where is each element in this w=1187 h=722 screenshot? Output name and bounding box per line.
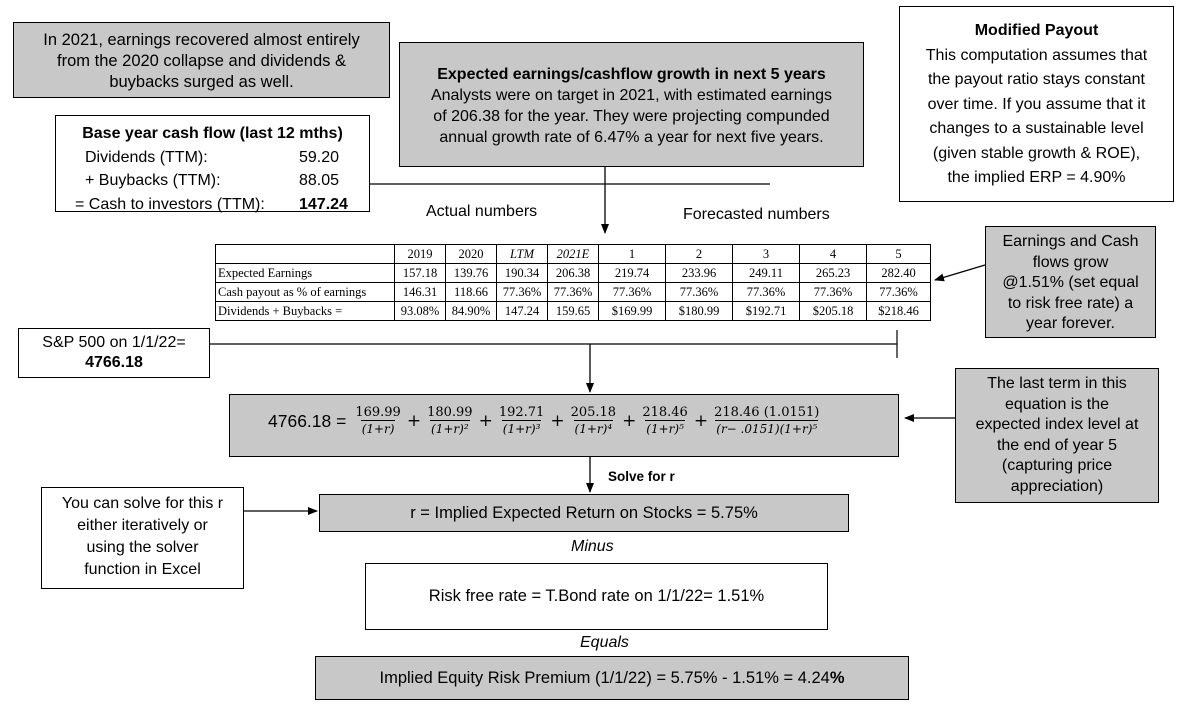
table-header-row <box>216 245 931 264</box>
table-header-cell: 2019 <box>395 245 446 264</box>
table-row-label: Expected Earnings <box>216 264 395 283</box>
growth-box-line: of 206.38 for the year. They were projecting compunded <box>433 108 830 125</box>
table-row <box>216 283 931 302</box>
table-cell: 159.65 <box>548 302 599 321</box>
growth-note-line: to risk free rate) a <box>1007 294 1134 312</box>
table-cell: 190.34 <box>497 264 548 283</box>
growth-box-title: Expected earnings/cashflow growth in next 5 years <box>437 66 826 83</box>
minus-label: Minus <box>571 538 614 555</box>
base-cash-flow-row <box>56 146 369 170</box>
growth-expectations-box <box>399 42 864 167</box>
solver-note-line: either iteratively or <box>77 517 208 534</box>
equation-term <box>426 405 474 437</box>
plus-sign: + <box>550 411 565 431</box>
recovery-note-line: from the 2020 collapse and dividends & <box>57 52 346 70</box>
base-cash-flow-row <box>56 193 369 217</box>
equation-term <box>498 405 546 437</box>
plus-sign: + <box>693 411 709 431</box>
last-term-line: The last term in this <box>987 375 1127 392</box>
table-cell: $205.18 <box>800 302 867 321</box>
table-cell: 93.08% <box>395 302 446 321</box>
table-header-cell: 2 <box>666 245 733 264</box>
table-corner-cell <box>216 245 395 264</box>
table-cell: 282.40 <box>867 264 931 283</box>
table-header-cell: LTM <box>497 245 548 264</box>
term-denominator: (1+r) <box>361 422 395 436</box>
table-cell: 146.31 <box>395 283 446 302</box>
term-denominator: (r− .0151)(1+r)⁵ <box>716 422 818 436</box>
table-cell: 147.24 <box>497 302 548 321</box>
cash-to-investors-value: 147.24 <box>299 195 348 213</box>
growth-box-line: Analysts were on target in 2021, with estimated earnings <box>430 87 833 104</box>
term-denominator: (1+r)³ <box>502 422 541 436</box>
table-cell: $192.71 <box>733 302 800 321</box>
table-cell: 219.74 <box>599 264 666 283</box>
equals-label: Equals <box>580 634 629 651</box>
table-row <box>216 264 931 283</box>
table-cell: 206.38 <box>548 264 599 283</box>
equation-term <box>570 405 618 437</box>
implied-return-box: r = Implied Expected Return on Stocks = 5.75% <box>319 494 849 532</box>
growth-note-arrow <box>935 265 985 280</box>
solver-note-line: using the solver <box>86 539 199 556</box>
table-header-cell: 4 <box>800 245 867 264</box>
equation-term <box>354 405 402 437</box>
solver-note-line: function in Excel <box>84 561 201 578</box>
table-header-cell: 1 <box>599 245 666 264</box>
term-numerator: 218.46 (1.0151) <box>714 405 820 420</box>
modified-payout-line: over time. If you assume that it <box>927 95 1146 113</box>
term-numerator: 218.46 <box>642 405 688 420</box>
growth-note-line: year forever. <box>1026 315 1115 332</box>
table-cell: $180.99 <box>666 302 733 321</box>
solver-note <box>41 487 244 589</box>
table-cell: 77.36% <box>867 283 931 302</box>
last-term-line: (capturing price <box>1001 457 1113 474</box>
table-cell: 118.66 <box>446 283 497 302</box>
table-cell: 265.23 <box>800 264 867 283</box>
modified-payout-line: the implied ERP = 4.90% <box>947 169 1126 186</box>
table-row <box>216 302 931 321</box>
last-term-note <box>955 368 1159 503</box>
term-numerator: 205.18 <box>570 405 617 420</box>
modified-payout-line: This computation assumes that <box>925 46 1148 64</box>
recovery-note-line: In 2021, earnings recovered almost entirely <box>43 31 360 49</box>
term-numerator: 169.99 <box>355 405 401 420</box>
plus-sign: + <box>622 411 637 431</box>
last-term-line: expected index level at <box>975 416 1139 433</box>
table-cell: 249.11 <box>733 264 800 283</box>
growth-note-line: Earnings and Cash <box>1002 233 1139 250</box>
table-row-label: Dividends + Buybacks = <box>216 302 395 321</box>
table-cell: 77.36% <box>599 283 666 302</box>
table-header-cell: 2020 <box>446 245 497 264</box>
valuation-equation <box>268 405 823 437</box>
recovery-note-line: buybacks surged as well. <box>109 73 294 91</box>
term-denominator: (1+r)⁵ <box>646 422 684 436</box>
table-cell: 77.36% <box>666 283 733 302</box>
modified-payout-line: (given stable growth & ROE), <box>932 144 1141 162</box>
base-cash-flow-box <box>55 115 370 212</box>
sp500-level-box <box>18 328 210 378</box>
table-cell: 233.96 <box>666 264 733 283</box>
modified-payout-title: Modified Payout <box>974 22 1099 39</box>
term-denominator: (1+r)² <box>431 422 469 436</box>
dividends-value: 59.20 <box>299 148 340 166</box>
implied-erp-text: Implied Equity Risk Premium (1/1/22) = 5.75% - 1.51% = 4.24 <box>379 669 830 687</box>
equation-lhs: 4766.18 = <box>268 410 347 431</box>
growth-note-line: flows grow <box>1032 253 1109 271</box>
sp500-label: S&P 500 on 1/1/22= <box>42 334 186 351</box>
table-cell: 157.18 <box>395 264 446 283</box>
modified-payout-line: the payout ratio stays constant <box>927 71 1145 88</box>
table-cell: 139.76 <box>446 264 497 283</box>
growth-box-line: annual growth rate of 6.47% a year for next five years. <box>439 129 824 146</box>
buybacks-label: + Buybacks (TTM): <box>85 172 221 189</box>
table-cell: 77.36% <box>800 283 867 302</box>
growth-note-line: @1.51% (set equal <box>1002 274 1139 291</box>
valuation-equation-box <box>229 394 899 457</box>
forecasted-numbers-label: Forecasted numbers <box>683 206 830 223</box>
last-term-line: appreciation) <box>1010 477 1104 495</box>
perpetual-growth-note <box>985 226 1156 338</box>
actual-numbers-label: Actual numbers <box>426 203 538 220</box>
recovery-note <box>13 22 390 98</box>
table-cell: 77.36% <box>497 283 548 302</box>
cash-flow-table <box>215 244 931 321</box>
table-cell: $218.46 <box>867 302 931 321</box>
term-denominator: (1+r)⁴ <box>574 422 613 436</box>
term-numerator: 180.99 <box>427 405 473 420</box>
cash-to-investors-label: = Cash to investors (TTM): <box>75 195 265 213</box>
last-term-line: the end of year 5 <box>996 436 1118 454</box>
plus-sign: + <box>406 411 422 431</box>
equation-term <box>641 405 689 437</box>
base-cash-flow-title: Base year cash flow (last 12 mths) <box>82 125 343 142</box>
dividends-label: Dividends (TTM): <box>85 148 208 166</box>
table-row-label: Cash payout as % of earnings <box>216 283 395 302</box>
modified-payout-box <box>899 6 1174 202</box>
table-header-cell: 2021E <box>548 245 599 264</box>
table-cell: 77.36% <box>733 283 800 302</box>
term-numerator: 192.71 <box>498 405 545 420</box>
plus-sign: + <box>478 411 493 431</box>
base-cash-flow-row <box>56 169 369 193</box>
table-header-cell: 3 <box>733 245 800 264</box>
risk-free-rate-box: Risk free rate = T.Bond rate on 1/1/22= 1.51% <box>365 563 828 630</box>
equation-terminal-term <box>713 405 820 437</box>
table-header-cell: 5 <box>867 245 931 264</box>
table-cell: 77.36% <box>548 283 599 302</box>
last-term-line: equation is the <box>1004 395 1110 413</box>
implied-erp-percent: % <box>829 669 845 687</box>
solve-for-r-label: Solve for r <box>608 469 675 484</box>
table-cell: $169.99 <box>599 302 666 321</box>
modified-payout-line: changes to a sustainable level <box>929 120 1144 137</box>
table-cell: 84.90% <box>446 302 497 321</box>
buybacks-value: 88.05 <box>299 172 340 189</box>
sp500-value: 4766.18 <box>85 354 143 371</box>
implied-erp-box <box>315 656 909 700</box>
solver-note-line: You can solve for this r <box>61 495 224 512</box>
